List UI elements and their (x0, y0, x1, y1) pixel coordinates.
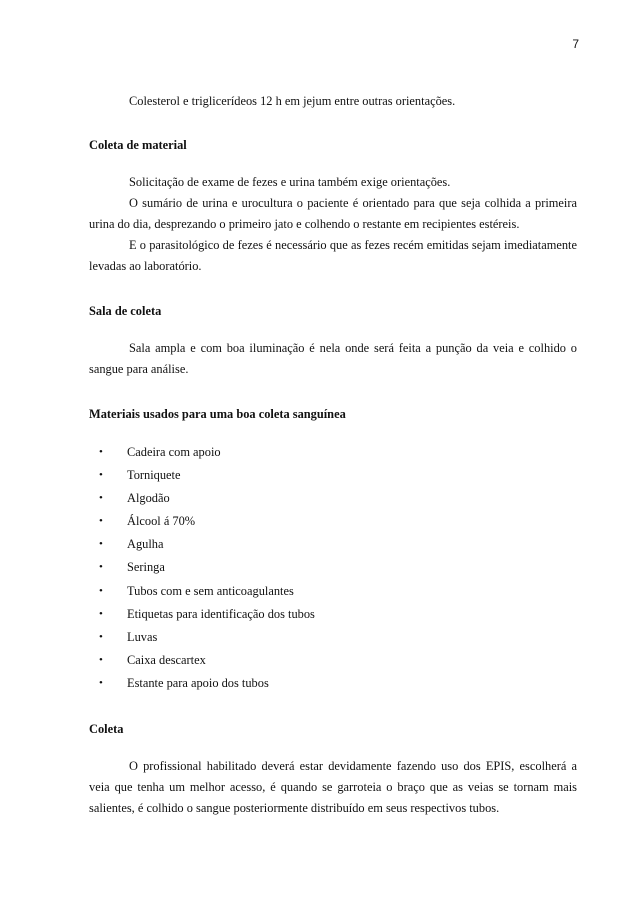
spacer (89, 277, 577, 301)
bullet-icon: • (99, 584, 103, 597)
bullet-icon: • (99, 446, 103, 458)
bullet-icon: • (99, 469, 103, 482)
paragraph-coleta: O profissional habilitado deverá estar devidamente fazendo uso dos EPIS, escolherá a veia que tenha um melhor acesso, é quando se garroteia o braço que as veias se tornam mais salientes, é colhido o sangue posteriormente distribuído em seus respectivos tubos. (89, 759, 577, 816)
list-item (99, 603, 577, 626)
paragraph-sala-de-coleta: Sala ampla e com boa iluminação é nela onde será feita a punção da veia e colhido o sangue para análise. (89, 341, 577, 376)
paragraph-sumario-urina: O sumário de urina e urocultura o paciente é orientado para que seja colhida a primeira urina do dia, desprezando o primeiro jato e colhendo o restante em recipientes estéreis. (89, 196, 577, 231)
list-item (99, 649, 577, 672)
bullet-icon: • (99, 538, 103, 551)
list-item-label: Seringa (127, 560, 165, 575)
list-item (99, 487, 577, 510)
list-item (99, 580, 577, 603)
page-number: 7 (572, 37, 579, 51)
bullet-icon: • (99, 676, 103, 689)
list-item (99, 533, 577, 556)
section-heading-coleta: Coleta (89, 722, 124, 737)
bullet-icon: • (99, 653, 103, 666)
section-heading-sala-de-coleta: Sala de coleta (89, 304, 162, 318)
paragraph-parasitologico: E o parasitológico de fezes é necessário que as fezes recém emitidas sejam imediatamente levadas ao laboratório. (89, 238, 577, 273)
bullet-icon: • (99, 607, 103, 620)
bullet-icon: • (99, 515, 103, 528)
section-heading-coleta-de-material: Coleta de material (89, 138, 187, 152)
list-item-label: Álcool á 70% (127, 514, 196, 529)
spacer (89, 380, 577, 404)
list-item (99, 464, 577, 487)
paragraph-solicitacao: Solicitação de exame de fezes e urina também exige orientações. (129, 175, 451, 189)
document-body (89, 91, 577, 819)
list-item (99, 626, 577, 649)
spacer (89, 112, 577, 135)
list-item-label: Torniquete (127, 468, 181, 483)
section-heading-materiais: Materiais usados para uma boa coleta sanguínea (89, 407, 346, 421)
list-item-label: Etiquetas para identificação dos tubos (127, 606, 315, 621)
bullet-icon: • (99, 630, 103, 643)
intro-paragraph: Colesterol e triglicerídeos 12 h em jejum entre outras orientações. (129, 94, 456, 108)
spacer (89, 156, 577, 172)
list-item-label: Cadeira com apoio (127, 445, 221, 459)
bullet-icon: • (99, 492, 103, 505)
spacer (89, 695, 577, 719)
list-item-label: Agulha (127, 537, 164, 552)
list-item (99, 672, 577, 695)
list-item-label: Estante para apoio dos tubos (127, 675, 269, 690)
list-item (99, 556, 577, 579)
list-item-label: Caixa descartex (127, 652, 206, 667)
spacer (89, 740, 577, 756)
list-item-label: Tubos com e sem anticoagulantes (127, 583, 294, 598)
spacer (89, 425, 577, 441)
list-item-label: Luvas (127, 629, 158, 644)
bullet-icon: • (99, 561, 103, 574)
materials-list (89, 441, 577, 695)
list-item (99, 441, 577, 464)
list-item (99, 510, 577, 533)
list-item-label: Algodão (127, 491, 170, 506)
spacer (89, 322, 577, 338)
